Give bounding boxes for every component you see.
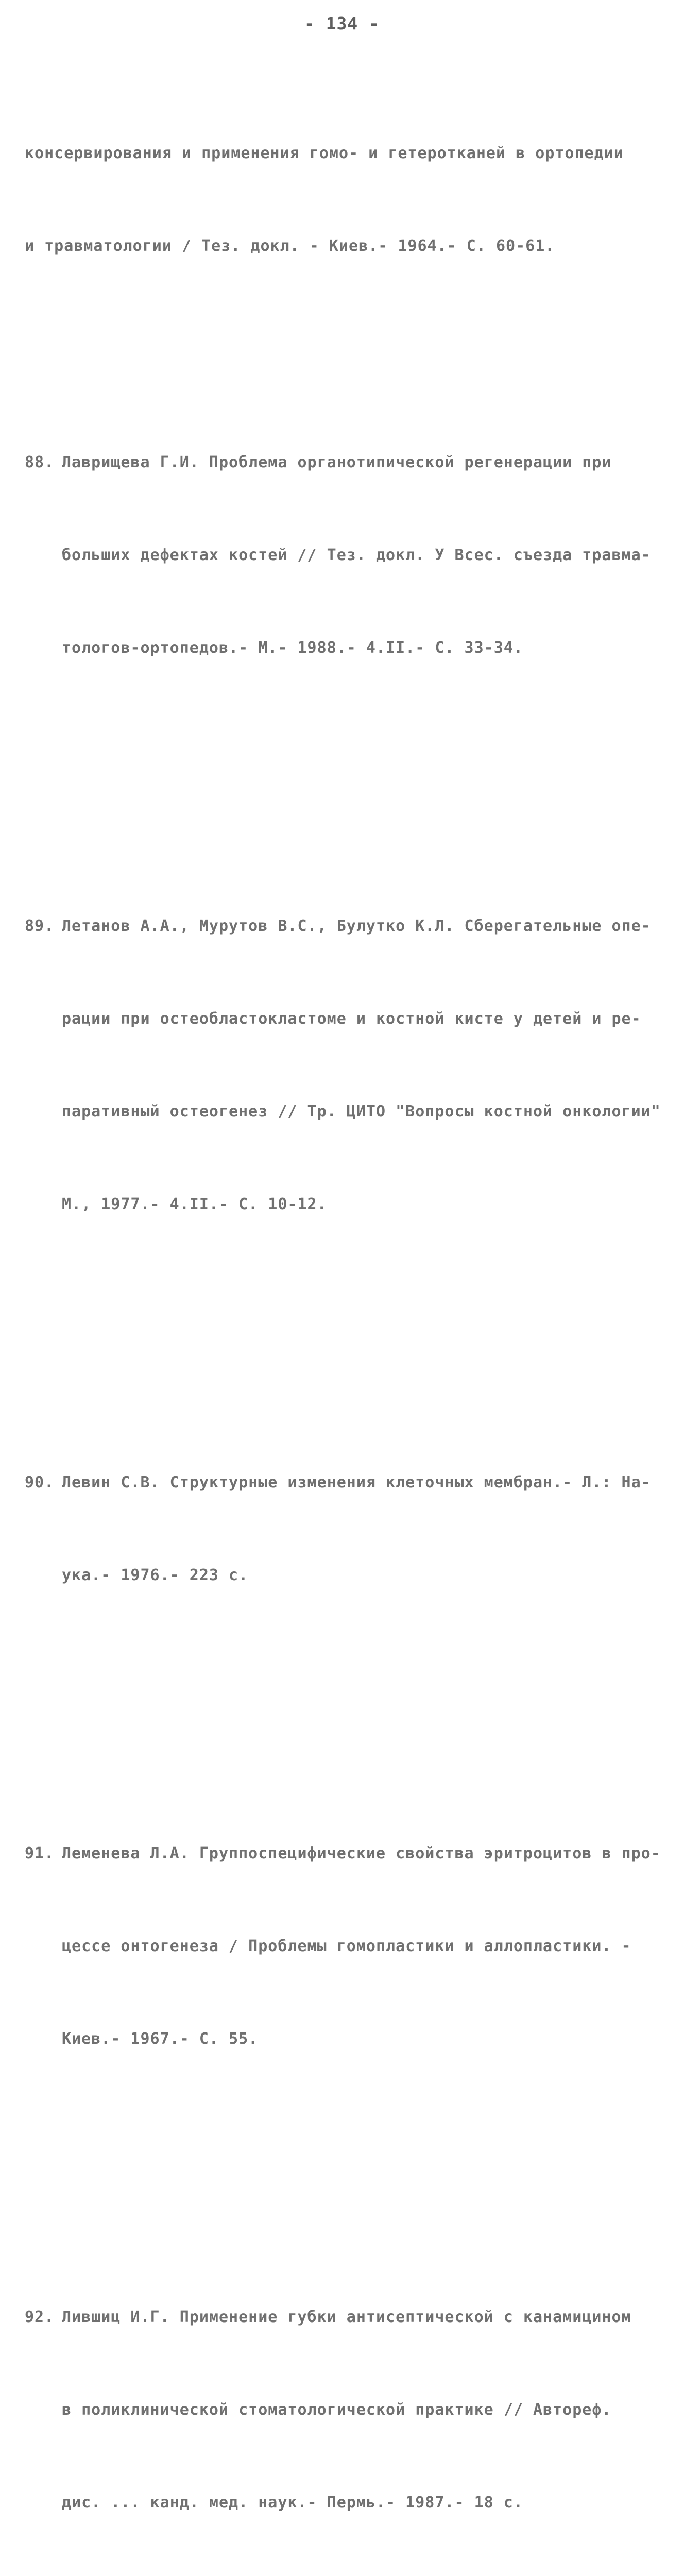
reference-item <box>25 849 663 1282</box>
reference-line <box>25 1931 663 1962</box>
text-line: и травматологии / Тез. докл. - Киев.- 1964.- С. 60-61. <box>25 237 555 255</box>
reference-item <box>25 1405 663 1653</box>
reference-line <box>25 1467 663 1498</box>
page-number: - 134 - <box>304 13 380 33</box>
reference-text: Лаврищева Г.И. Проблема органотипической регенерации при <box>62 453 612 471</box>
reference-line <box>25 911 663 942</box>
reference-line <box>25 2395 663 2426</box>
reference-text: Киев.- 1967.- С. 55. <box>62 2030 259 2048</box>
reference-line <box>25 2302 663 2333</box>
reference-number: 88. <box>25 453 55 471</box>
reference-text: паративный остеогенез // Тр. ЦИТО "Вопросы костной онкологии" <box>62 1103 661 1121</box>
reference-line <box>25 2024 663 2055</box>
reference-item <box>25 385 663 725</box>
reference-text: в поликлинической стоматологической практике // Автореф. <box>62 2401 612 2419</box>
reference-line <box>25 1189 663 1220</box>
reference-number: 91. <box>25 1844 55 1862</box>
reference-number: 92. <box>25 2308 55 2326</box>
text-line: консервирования и применения гомо- и гетеротканей в ортопедии <box>25 144 624 162</box>
reference-text: Лившиц И.Г. Применение губки антисептической с канамицином <box>62 2308 631 2326</box>
reference-line <box>25 633 663 664</box>
reference-line <box>25 540 663 571</box>
reference-number: 89. <box>25 917 55 935</box>
reference-line <box>25 1560 663 1591</box>
reference-text: дис. ... канд. мед. наук.- Пермь.- 1987.- 18 с. <box>62 2494 523 2512</box>
reference-text: рации при остеобластокластоме и костной кисте у детей и ре- <box>62 1010 641 1028</box>
reference-text: М., 1977.- 4.II.- С. 10-12. <box>62 1195 327 1213</box>
reference-line <box>25 2487 663 2518</box>
reference-text: Левин С.В. Структурные изменения клеточных мембран.- Л.: На- <box>62 1473 651 1492</box>
reference-item <box>25 2240 663 2576</box>
reference-line <box>25 1004 663 1035</box>
reference-text: больших дефектах костей // Тез. докл. У Всес. съезда травма- <box>62 546 651 564</box>
reference-line <box>25 1838 663 1869</box>
reference-text: тологов-ортопедов.- М.- 1988.- 4.II.- С. 33-34. <box>62 639 523 657</box>
reference-line <box>25 1096 663 1127</box>
reference-text: цессе онтогенеза / Проблемы гомопластики и аллопластики. - <box>62 1937 631 1955</box>
reference-text: Леменева Л.А. Группоспецифические свойства эритроцитов в про- <box>62 1844 661 1862</box>
reference-number: 90. <box>25 1473 55 1492</box>
reference-line <box>25 447 663 478</box>
reference-list <box>25 76 663 2576</box>
reference-text: Летанов А.А., Мурутов В.С., Булутко К.Л. Сберегательные опе- <box>62 917 651 935</box>
reference-text: ука.- 1976.- 223 с. <box>62 1566 249 1584</box>
reference-item <box>25 1776 663 2116</box>
